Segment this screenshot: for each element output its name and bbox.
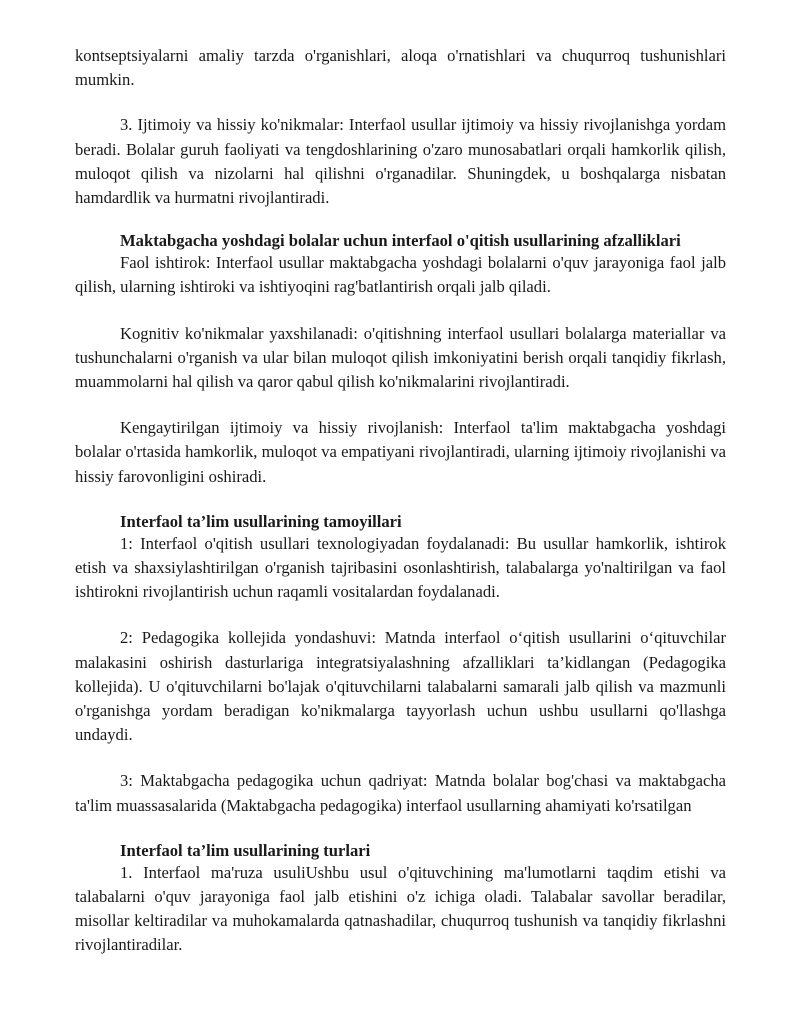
heading-advantages: Maktabgacha yoshdagi bolalar uchun interfaol o'qitish usullarining afzalliklari bbox=[120, 231, 681, 251]
paragraph-social-emotional-skills: 3. Ijtimoiy va hissiy ko'nikmalar: Interfaol usullar ijtimoiy va hissiy rivojlanishga yordam beradi. Bolalar guruh faoliyati va tengdoshlarining o'zaro munosabatlari orqali hamkorlik qilish, muloqot qilish va nizolarni hal qilishni o'rganadilar. Shuningdek, u boshqalarga nisbatan hamdardlik va hurmatni rivojlantiradi. bbox=[75, 115, 726, 208]
document-page bbox=[75, 44, 726, 958]
heading-principles: Interfaol ta’lim usullarining tamoyillari bbox=[120, 511, 402, 531]
paragraph-extended-social-development: Kengaytirilgan ijtimoiy va hissiy rivojlanish: Interfaol ta'lim maktabgacha yoshdagi bolalar o'rtasida hamkorlik, muloqot va empatiyani rivojlantiradi, ularning ijtimoiy rivojlanishi va hissiy farovonligini oshiradi. bbox=[75, 418, 726, 486]
paragraph-interactive-lecture: 1. Interfaol ma'ruza usuliUshbu usul o'qituvchining ma'lumotlarni taqdim etishi va talabalarni o'quv jarayoniga faol jalb etishini o'z ichiga oladi. Talabalar savollar beradilar, misollar keltiradilar va muhokamalarda qatnashadilar, chuqurroq tushunish va tanqidiy fikrlashni rivojlantiradilar. bbox=[75, 862, 726, 955]
paragraph-cognitive-skills: Kognitiv ko'nikmalar yaxshilanadi: o'qitishning interfaol usullari bolalarga materiallar va tushunchalarni o'rganish va ular bilan muloqot qilish imkoniyatini berish orqali tanqidiy fikrlash, muammolarni hal qilish va qaror qabul qilish ko'nikmalarini rivojlantiradi. bbox=[75, 323, 726, 392]
heading-types: Interfaol ta’lim usullarining turlari bbox=[120, 840, 371, 860]
paragraph-active-participation: Faol ishtirok: Interfaol usullar maktabgacha yoshdagi bolalarni o'quv jarayoniga faol jalb qilish, ularning ishtiroki va ishtiyoqini rag'batlantirish orqali jalb qiladi. bbox=[75, 253, 726, 297]
paragraph-principle-3: 3: Maktabgacha pedagogika uchun qadriyat: Matnda bolalar bog'chasi va maktabgacha ta'lim muassasalarida (Maktabgacha pedagogika) interfaol usullarning ahamiyati ko'rsatilgan bbox=[75, 771, 726, 815]
paragraph-intro-continuation: kontseptsiyalarni amaliy tarzda o'rganishlari, aloqa o'rnatishlari va chuqurroq tushunishlari mumkin. bbox=[75, 46, 726, 90]
paragraph-principle-1: 1: Interfaol o'qitish usullari texnologiyadan foydalanadi: Bu usullar hamkorlik, ishtirok etish va shaxsiylashtirilgan o'rganish tajribasini osonlashtirish, talabalarga yo'naltirilgan va faol ishtirokni rivojlantirish uchun raqamli vositalardan foydalanadi. bbox=[75, 533, 726, 602]
paragraph-principle-2: 2: Pedagogika kollejida yondashuvi: Matnda interfaol o‘qitish usullarini o‘qituvchilar malakasini oshirish dasturlariga integratsiyalashning afzalliklari ta’kidlangan (Pedagogika kollejida). U o'qituvchilarni bo'lajak o'qituvchilarni talabalarni samarali jalb qilish va mazmunli o'rganishga yordam beradigan ko'nikmalarga tayyorlash uchun ushbu usullarni qo'llashga undaydi. bbox=[75, 628, 726, 745]
